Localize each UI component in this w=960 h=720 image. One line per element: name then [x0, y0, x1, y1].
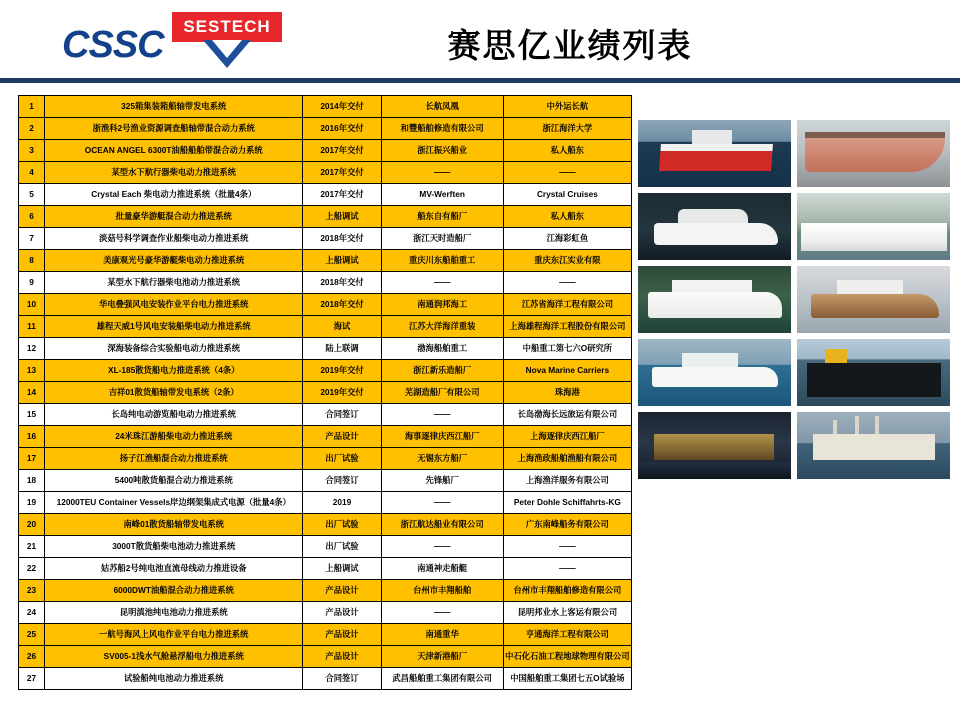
photo-row: [638, 266, 950, 333]
table-cell-no: 25: [19, 624, 45, 646]
table-cell-yard: 南通润邦海工: [381, 294, 503, 316]
table-cell-yard: 浙江天时造船厂: [381, 228, 503, 250]
table-cell-status: 2017年交付: [303, 184, 381, 206]
table-cell-no: 3: [19, 140, 45, 162]
table-cell-status: 2017年交付: [303, 140, 381, 162]
table-cell-status: 合同签订: [303, 404, 381, 426]
table-row: [19, 646, 632, 668]
table-cell-name: 批量豪华游艇混合动力推进系统: [45, 206, 303, 228]
table-cell-no: 7: [19, 228, 45, 250]
table-cell-no: 9: [19, 272, 45, 294]
photo-river-cruise-ship: [797, 193, 950, 260]
photo-hull-in-drydock: [797, 120, 950, 187]
table-cell-status: 产品设计: [303, 580, 381, 602]
table-cell-name: 美康观光号豪华游艇柴电动力推进系统: [45, 250, 303, 272]
table-cell-yard: ——: [381, 404, 503, 426]
photo-row: [638, 193, 950, 260]
table-cell-status: 2018年交付: [303, 272, 381, 294]
photo-night-pier-vessel: [638, 412, 791, 479]
table-cell-yard: 和豐船舶修造有限公司: [381, 118, 503, 140]
table-cell-no: 12: [19, 338, 45, 360]
table-cell-name: OCEAN ANGEL 6300T油船船舶带混合动力系统: [45, 140, 303, 162]
table-row: [19, 426, 632, 448]
photo-wooden-motor-yacht: [797, 266, 950, 333]
photo-red-white-supply-vessel: [638, 120, 791, 187]
table-cell-owner: 中国船舶重工集团七五O试验场: [503, 668, 631, 690]
table-cell-status: 上船调试: [303, 558, 381, 580]
table-cell-status: 产品设计: [303, 426, 381, 448]
table-row: [19, 448, 632, 470]
table-cell-yard: 芜湖造船厂有限公司: [381, 382, 503, 404]
table-cell-status: 海试: [303, 316, 381, 338]
table-cell-yard: 长航凤凰: [381, 96, 503, 118]
table-cell-status: 2019年交付: [303, 382, 381, 404]
table-cell-owner: 中石化石油工程地球物理有限公司: [503, 646, 631, 668]
table-cell-owner: 私人船东: [503, 206, 631, 228]
table-cell-no: 17: [19, 448, 45, 470]
table-cell-owner: 浙江海洋大学: [503, 118, 631, 140]
table-cell-name: 一航号海风上风电作业平台电力推进系统: [45, 624, 303, 646]
table-cell-no: 15: [19, 404, 45, 426]
sestech-logo-text: SESTECH: [172, 12, 282, 42]
table-row: [19, 492, 632, 514]
table-cell-owner: ——: [503, 558, 631, 580]
table-cell-no: 20: [19, 514, 45, 536]
table-cell-status: 合同签订: [303, 470, 381, 492]
table-cell-name: 华电叠强风电安装作业平台电力推进系统: [45, 294, 303, 316]
table-cell-name: 5400吨散货船混合动力推进系统: [45, 470, 303, 492]
table-cell-status: 2016年交付: [303, 118, 381, 140]
table-cell-owner: 中外运长航: [503, 96, 631, 118]
table-cell-no: 11: [19, 316, 45, 338]
table-cell-owner: 私人船东: [503, 140, 631, 162]
table-cell-status: 2019年交付: [303, 360, 381, 382]
table-cell-no: 10: [19, 294, 45, 316]
table-cell-yard: ——: [381, 492, 503, 514]
table-cell-name: 扬子江渔船混合动力推进系统: [45, 448, 303, 470]
table-cell-yard: 船东自有船厂: [381, 206, 503, 228]
page-title: 赛思亿业绩列表: [447, 27, 693, 64]
table-cell-name: 某型水下航行器柴电动力推进系统: [45, 162, 303, 184]
table-cell-no: 22: [19, 558, 45, 580]
table-row: [19, 514, 632, 536]
table-cell-name: 姑苏船2号纯电池直流母线动力推进设备: [45, 558, 303, 580]
table-cell-no: 16: [19, 426, 45, 448]
table-cell-yard: ——: [381, 272, 503, 294]
table-cell-status: 出厂试验: [303, 448, 381, 470]
table-cell-status: 2018年交付: [303, 228, 381, 250]
table-cell-name: 吉祥01散货船轴带发电系统（2条）: [45, 382, 303, 404]
table-cell-status: 上船调试: [303, 206, 381, 228]
table-row: [19, 404, 632, 426]
table-cell-yard: 渤海船舶重工: [381, 338, 503, 360]
table-row: [19, 96, 632, 118]
table-cell-name: 试验船纯电池动力推进系统: [45, 668, 303, 690]
table-row: [19, 668, 632, 690]
photo-white-passenger-ferry: [638, 266, 791, 333]
table-row: [19, 624, 632, 646]
table-row: [19, 250, 632, 272]
table-cell-no: 14: [19, 382, 45, 404]
photo-white-luxury-yacht: [638, 193, 791, 260]
table-row: [19, 206, 632, 228]
table-row: [19, 294, 632, 316]
table-cell-owner: 上海渔洋服务有限公司: [503, 470, 631, 492]
table-cell-owner: 中船重工第七六O研究所: [503, 338, 631, 360]
photo-offshore-platform: [797, 412, 950, 479]
table-cell-name: 雄程天威1号风电安装船柴电动力推进系统: [45, 316, 303, 338]
table-cell-no: 13: [19, 360, 45, 382]
table-cell-owner: Crystal Cruises: [503, 184, 631, 206]
table-cell-no: 24: [19, 602, 45, 624]
photo-gallery: [638, 120, 950, 485]
table-cell-yard: ——: [381, 602, 503, 624]
table-cell-owner: 重庆东江实业有限: [503, 250, 631, 272]
table-cell-no: 1: [19, 96, 45, 118]
table-cell-no: 6: [19, 206, 45, 228]
table-row: [19, 536, 632, 558]
cssc-logo: CSSC: [62, 24, 164, 66]
table-cell-yard: 台州市丰翔船舶: [381, 580, 503, 602]
table-cell-yard: 无锡东方船厂: [381, 448, 503, 470]
table-cell-status: 陆上联调: [303, 338, 381, 360]
table-cell-owner: 上海雄程海洋工程股份有限公司: [503, 316, 631, 338]
table-row: [19, 470, 632, 492]
table-cell-name: 淡菇号科学调查作业船柴电动力推进系统: [45, 228, 303, 250]
table-cell-name: XL-185散货船电力推进系统（4条）: [45, 360, 303, 382]
table-cell-owner: 广东南峰船务有限公司: [503, 514, 631, 536]
photo-black-tanker-bow: [797, 339, 950, 406]
table-cell-status: 出厂试验: [303, 514, 381, 536]
table-cell-name: 24米珠江游船柴电动力推进系统: [45, 426, 303, 448]
table-cell-name: 325箱集装箱船轴带发电系统: [45, 96, 303, 118]
table-cell-status: 合同签订: [303, 668, 381, 690]
photo-row: [638, 412, 950, 479]
table-row: [19, 316, 632, 338]
photo-row: [638, 120, 950, 187]
table-cell-status: 2019: [303, 492, 381, 514]
photo-row: [638, 339, 950, 406]
table-row: [19, 580, 632, 602]
table-cell-no: 23: [19, 580, 45, 602]
table-cell-yard: ——: [381, 536, 503, 558]
table-cell-yard: 浙江新乐造船厂: [381, 360, 503, 382]
table-cell-owner: 长岛渤海长远旅运有限公司: [503, 404, 631, 426]
table-cell-yard: 江苏大洋海洋重装: [381, 316, 503, 338]
table-cell-owner: 江苏省海洋工程有限公司: [503, 294, 631, 316]
table-cell-owner: 台州市丰翔船舶修造有限公司: [503, 580, 631, 602]
table-row: [19, 272, 632, 294]
table-row: [19, 602, 632, 624]
table-cell-no: 19: [19, 492, 45, 514]
table-row: [19, 140, 632, 162]
table-cell-no: 5: [19, 184, 45, 206]
table-cell-owner: ——: [503, 536, 631, 558]
table-row: [19, 558, 632, 580]
table-row: [19, 184, 632, 206]
table-cell-yard: 海事逐律庆西江船厂: [381, 426, 503, 448]
table-row: [19, 382, 632, 404]
table-cell-no: 4: [19, 162, 45, 184]
table-cell-yard: 南通神走船艇: [381, 558, 503, 580]
table-row: [19, 228, 632, 250]
table-cell-owner: Peter Dohle Schiffahrts-KG: [503, 492, 631, 514]
table-cell-owner: 昆明邦业水上客运有限公司: [503, 602, 631, 624]
table-cell-status: 2017年交付: [303, 162, 381, 184]
table-cell-status: 产品设计: [303, 646, 381, 668]
table-cell-yard: MV-Werften: [381, 184, 503, 206]
table-cell-no: 18: [19, 470, 45, 492]
table-cell-name: SV005-1浅水气舱悬浮船电力推进系统: [45, 646, 303, 668]
table-cell-name: 某型水下航行器柴电池动力推进系统: [45, 272, 303, 294]
table-cell-status: 2018年交付: [303, 294, 381, 316]
performance-table-body: [19, 96, 632, 690]
table-cell-owner: ——: [503, 162, 631, 184]
table-cell-owner: 珠海港: [503, 382, 631, 404]
table-cell-name: 南峰01散货船轴带发电系统: [45, 514, 303, 536]
table-cell-no: 2: [19, 118, 45, 140]
table-cell-name: 长岛纯电动游览船电动力推进系统: [45, 404, 303, 426]
table-cell-status: 产品设计: [303, 624, 381, 646]
table-cell-name: 6000DWT油船混合动力推进系统: [45, 580, 303, 602]
table-cell-owner: 上海逐律庆西江船厂: [503, 426, 631, 448]
table-row: [19, 162, 632, 184]
table-cell-owner: ——: [503, 272, 631, 294]
page-header: [0, 0, 960, 78]
table-cell-name: 昆明滇池纯电池动力推进系统: [45, 602, 303, 624]
table-cell-no: 26: [19, 646, 45, 668]
table-cell-status: 2014年交付: [303, 96, 381, 118]
table-cell-yard: 重庆川东船舶重工: [381, 250, 503, 272]
table-cell-yard: 先锋船厂: [381, 470, 503, 492]
table-cell-owner: 亨通海洋工程有限公司: [503, 624, 631, 646]
table-cell-name: 浙渔科2号渔业资源调查船轴带混合动力系统: [45, 118, 303, 140]
table-cell-name: Crystal Each 柴电动力推进系统（批量4条）: [45, 184, 303, 206]
table-cell-name: 12000TEU Container Vessels岸边纲架集成式电源（批量4条）: [45, 492, 303, 514]
table-cell-yard: 浙江航达船业有限公司: [381, 514, 503, 536]
table-cell-yard: 天津新港船厂: [381, 646, 503, 668]
table-cell-owner: Nova Marine Carriers: [503, 360, 631, 382]
table-cell-no: 21: [19, 536, 45, 558]
table-cell-owner: 上海渔政船舶渔船有限公司: [503, 448, 631, 470]
header-divider: [0, 78, 960, 83]
performance-table-wrap: [18, 95, 632, 690]
table-cell-name: 深海装备综合实验船电动力推进系统: [45, 338, 303, 360]
table-cell-owner: 江海彩虹鱼: [503, 228, 631, 250]
photo-white-patrol-boat: [638, 339, 791, 406]
table-cell-status: 上船调试: [303, 250, 381, 272]
performance-table: [18, 95, 632, 690]
table-cell-status: 产品设计: [303, 602, 381, 624]
table-cell-yard: 武昌船舶重工集团有限公司: [381, 668, 503, 690]
table-row: [19, 118, 632, 140]
table-cell-yard: 浙江振兴船业: [381, 140, 503, 162]
table-cell-yard: 南通重华: [381, 624, 503, 646]
table-row: [19, 338, 632, 360]
table-cell-no: 27: [19, 668, 45, 690]
table-cell-no: 8: [19, 250, 45, 272]
table-row: [19, 360, 632, 382]
table-cell-status: 出厂试验: [303, 536, 381, 558]
table-cell-yard: ——: [381, 162, 503, 184]
table-cell-name: 3000T散货船柴电池动力推进系统: [45, 536, 303, 558]
